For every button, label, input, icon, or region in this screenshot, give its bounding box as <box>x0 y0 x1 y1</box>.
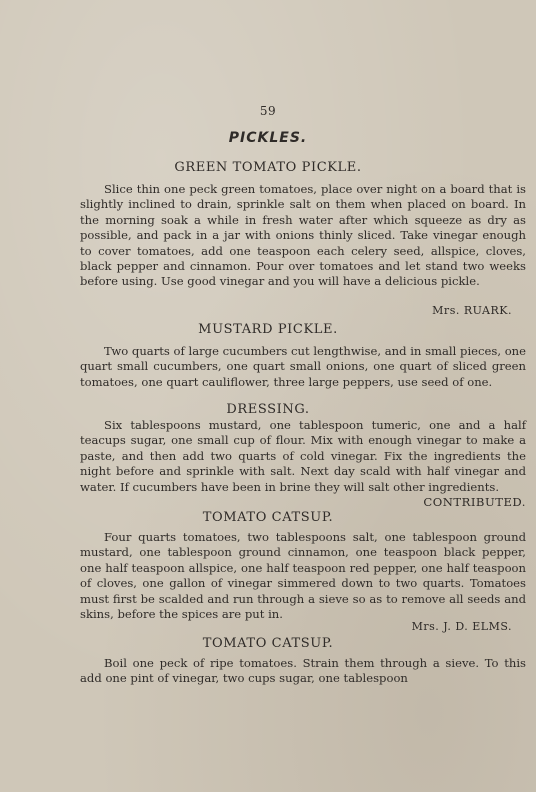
recipe-title: MUSTARD PICKLE. <box>198 322 338 337</box>
recipe-title: TOMATO CATSUP. <box>202 636 334 651</box>
recipe-attribution: Mrs. J. D. ELMS. <box>411 620 512 633</box>
recipe-subtitle: DRESSING. <box>226 402 310 417</box>
recipe-body <box>80 418 526 510</box>
recipe-body: Slice thin one peck green tomatoes, place over night on a board that is slightly inclined to drain, sprinkle salt on them when placed on board. In the morning soak a while in fresh water after which squeeze as dry as possible, and pack in a jar with onions thinly sliced. Take vinegar enough to cover tomatoes, add one teaspoon each celery seed, allspice, cloves, black pepper and cinnamon. Pour over tomatoes and let stand two weeks before using. Use good vinegar and you will have a delicious pickle. <box>80 182 526 289</box>
page-number: 59 <box>259 104 277 118</box>
recipe-body: Two quarts of large cucumbers cut lengthwise, and in small pieces, one quart small cucumbers, one quart small onions, one quart of sliced green tomatoes, one quart cauliflower, three large peppers, use seed of one. <box>80 344 526 389</box>
recipe-body: Four quarts tomatoes, two tablespoons salt, one tablespoon ground mustard, one tablespoon ground cinnamon, one teaspoon black pepper, one half teaspoon allspice, one half teaspoon red pepper, one half teaspoon of cloves, one gallon of vinegar simmered down to two quarts. Tomatoes must first be scalded and run through a sieve so as to remove all seeds and skins, before the spices are put in. <box>80 530 526 622</box>
recipe-attribution: Mrs. RUARK. <box>432 304 512 317</box>
recipe-body-text: Six tablespoons mustard, one tablespoon tumeric, one and a half teacups sugar, one small cup of flour. Mix with enough vinegar to make a paste, and then add two quarts of cold vinegar. Fix the ingredients the night before and sprinkle with salt. Next day scald with half vinegar and water. If cucumbers have been in brine they will salt other ingredients. <box>80 418 526 494</box>
recipe-attribution: CONTRIBUTED. <box>423 495 526 510</box>
recipe-title: TOMATO CATSUP. <box>202 510 334 525</box>
recipe-body: Boil one peck of ripe tomatoes. Strain them through a sieve. To this add one pint of vinegar, two cups sugar, one tablespoon <box>80 656 526 686</box>
section-title: PICKLES. <box>228 130 308 146</box>
recipe-title: GREEN TOMATO PICKLE. <box>174 160 362 175</box>
